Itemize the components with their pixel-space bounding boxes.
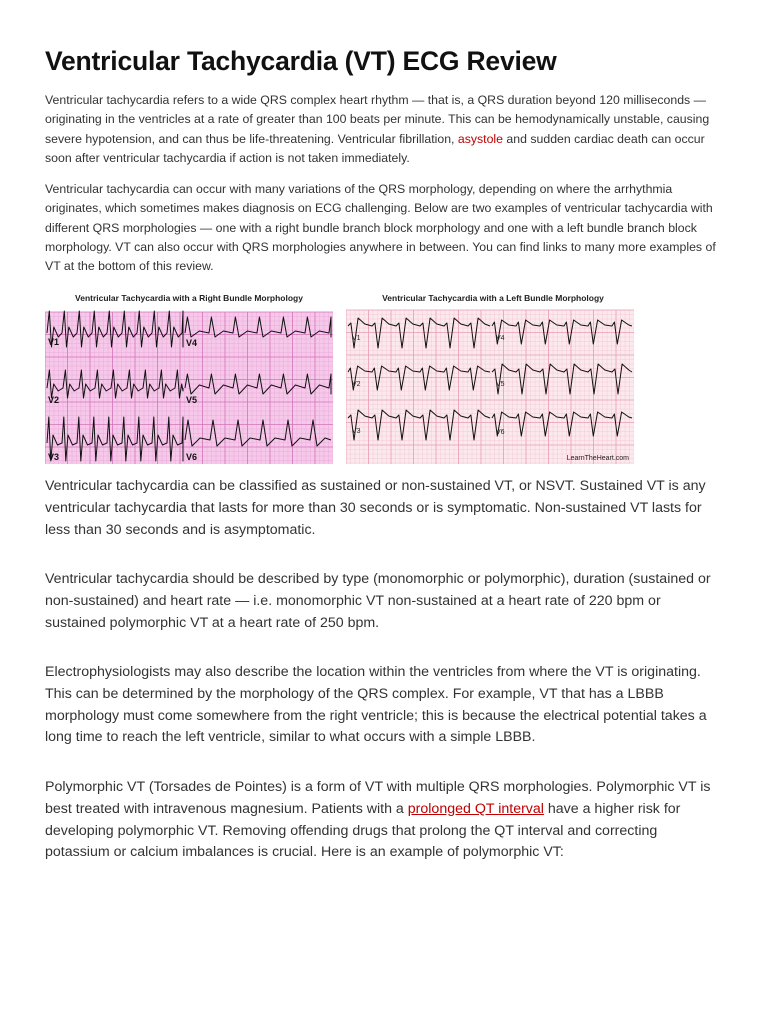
lbbb-lead-v3: V3 [352,428,361,435]
morphology-paragraph: Ventricular tachycardia can occur with many variations of the QRS morphology, depending on where the arrhythmia originates, which sometimes makes diagnosis on ECG challenging. Below are two examples of ventricular tachycardia with different QRS morphologies — one with a right bundle branch block morphology and one with a left bundle branch block morphology. VT can also occur with QRS morphologies anywhere in between. You can find links to many more examples of VT at the bottom of this review. [45,182,716,274]
location-paragraph: Electrophysiologists may also describe the location within the ventricles from where the VT is originating. This can be determined by the morphology of the QRS complex. For example, VT that has a LBBB morphology must come somewhere from the right ventricle; this is because the electrical potential takes a long time to reach the left ventricle, similar to what occurs with a simple LBBB. [45,664,707,746]
rbbb-lead-v3: V3 [48,452,60,462]
lbbb-lead-v4: V4 [496,335,505,342]
intro-text-1: Ventricular tachycardia refers to a wide QRS complex heart rhythm — that is, a QRS duration beyond 120 milliseconds — originating in the ventricles at a rate of greater than 100 beats per minute. This can be hemodynamically unstable, causing severe hypotension, and can thus be life-threatening. Ventricular fibrillation, [45,93,710,146]
rbbb-ecg-title: Ventricular Tachycardia with a Right Bundle Morphology [75,293,303,303]
intro-paragraph [45,91,725,168]
lbbb-watermark: LearnTheHeart.com [566,455,629,462]
lbbb-lead-v6: V6 [496,429,505,436]
classification-paragraph: Ventricular tachycardia can be classified as sustained or non-sustained VT, or NSVT. Sustained VT is any ventricular tachycardia that lasts for more than 30 seconds or is symptomatic. Non-sustained VT lasts for less than 30 seconds and is asymptomatic. [45,478,706,538]
description-paragraph: Ventricular tachycardia should be described by type (monomorphic or polymorphic), duration (sustained or non-sustained) and heart rate — i.e. monomorphic VT non-sustained at a heart rate of 220 bpm or sustained polymorphic VT at a heart rate of 250 bpm. [45,571,711,631]
polymorphic-paragraph [45,777,725,864]
lbbb-lead-v1: V1 [352,335,361,342]
asystole-link[interactable]: asystole [457,131,504,146]
polymorphic-text-1: Polymorphic VT (Torsades de Pointes) is a form of VT with multiple QRS morphologies. Polymorphic VT is best treated with intravenous magnesium. Patients with a [45,779,711,817]
rbbb-lead-v5: V5 [186,395,198,405]
rbbb-lead-v1: V1 [48,337,60,347]
prolonged-qt-link[interactable]: prolonged QT interval [407,800,544,817]
rbbb-lead-v6: V6 [186,452,198,462]
rbbb-lead-v2: V2 [48,395,60,405]
polymorphic-text-2: have a higher risk for developing polymorphic VT. Removing offending drugs that prolong the QT interval and correcting potassium or calcium imbalances is crucial. Here is an example of polymorphic VT: [45,800,681,861]
lbbb-lead-v2: V2 [352,381,361,388]
rbbb-ecg-figure [45,288,333,464]
rbbb-lead-v4: V4 [186,338,198,348]
lbbb-ecg-title: Ventricular Tachycardia with a Left Bundle Morphology [382,293,604,303]
lbbb-lead-v5: V5 [496,381,505,388]
lbbb-ecg-figure [346,288,634,464]
intro-text-2: and sudden cardiac death can occur soon after ventricular tachycardia if action is not taken immediately. [45,131,705,165]
lbbb-ecg-grid [346,310,634,464]
page-title: Ventricular Tachycardia (VT) ECG Review [45,46,557,76]
